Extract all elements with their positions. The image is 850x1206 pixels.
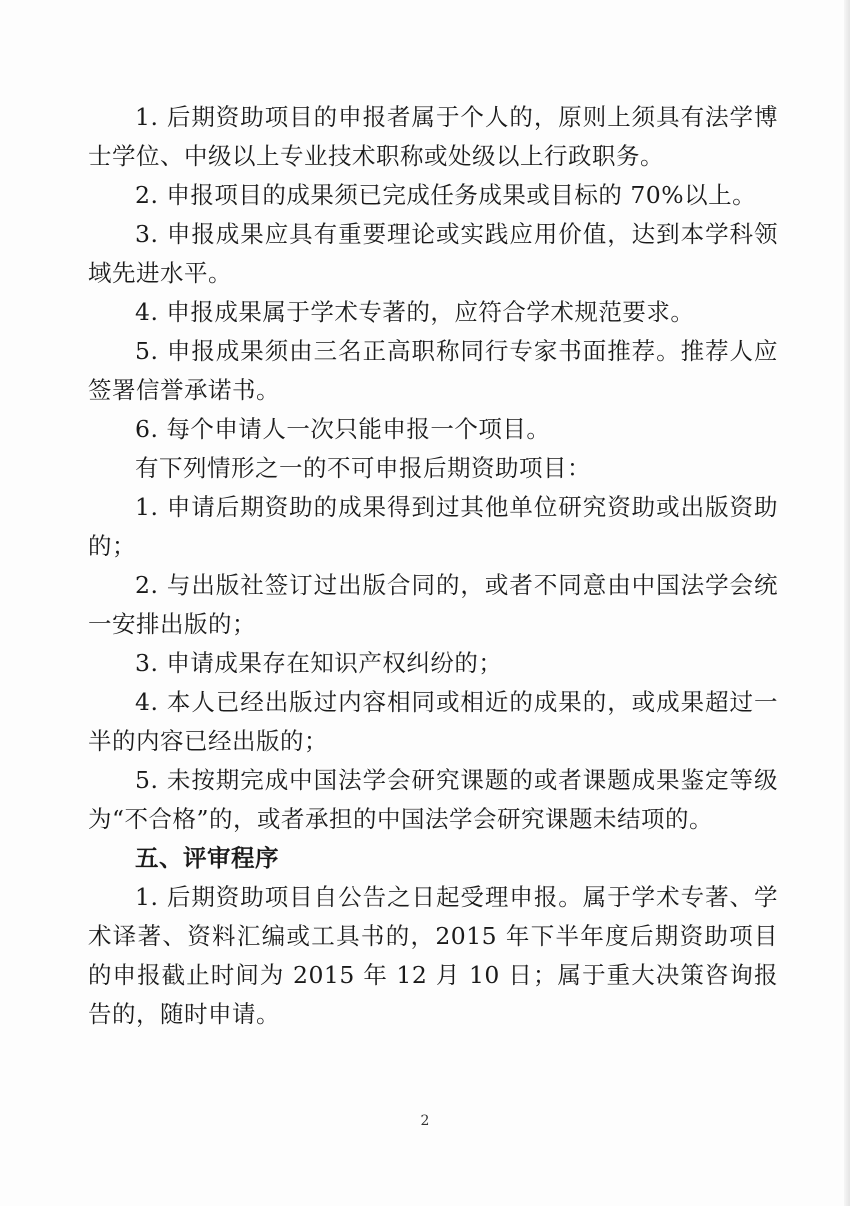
paragraph-requirement-2: 2. 申报项目的成果须已完成任务成果或目标的 70%以上。 [135,181,757,209]
paragraph-exclusion-3: 3. 申请成果存在知识产权纠纷的； [135,649,503,677]
page-edge-shadow [844,0,850,1206]
paragraph-exclusion-4: 4. 本人已经出版过内容相同或相近的成果的，或成果超过一半的内容已经出版的； [88,688,778,755]
paragraph-exclusion-5: 5. 未按期完成中国法学会研究课题的或者课题成果鉴定等级为“不合格”的，或者承担的中国法学会研究课题未结项的。 [88,766,778,833]
paragraph-exclusion-2: 2. 与出版社签订过出版合同的，或者不同意由中国法学会统一安排出版的； [88,571,778,638]
paragraph-exclusions-intro: 有下列情形之一的不可申报后期资助项目： [135,454,591,482]
paragraph-requirement-1: 1. 后期资助项目的申报者属于个人的，原则上须具有法学博士学位、中级以上专业技术职称或处级以上行政职务。 [88,103,778,170]
paragraph-requirement-5: 5. 申报成果须由三名正高职称同行专家书面推荐。推荐人应签署信誉承诺书。 [88,337,778,404]
paragraph-requirement-6: 6. 每个申请人一次只能申报一个项目。 [135,415,551,443]
paragraph-requirement-3: 3. 申报成果应具有重要理论或实践应用价值，达到本学科领域先进水平。 [88,220,778,287]
section-heading-review-procedure: 五、评审程序 [135,844,279,872]
paragraph-review-1: 1. 后期资助项目自公告之日起受理申报。属于学术专著、学术译著、资料汇编或工具书的，2015 年下半年度后期资助项目的申报截止时间为 2015 年 12 月 10 日；属于重大决策咨询报告的，随时申请。 [88,883,778,1028]
page-number: 2 [420,1113,430,1129]
document-body [88,98,778,1034]
paragraph-requirement-4: 4. 申报成果属于学术专著的，应符合学术规范要求。 [135,298,695,326]
paragraph-exclusion-1: 1. 申请后期资助的成果得到过其他单位研究资助或出版资助的； [88,493,778,560]
